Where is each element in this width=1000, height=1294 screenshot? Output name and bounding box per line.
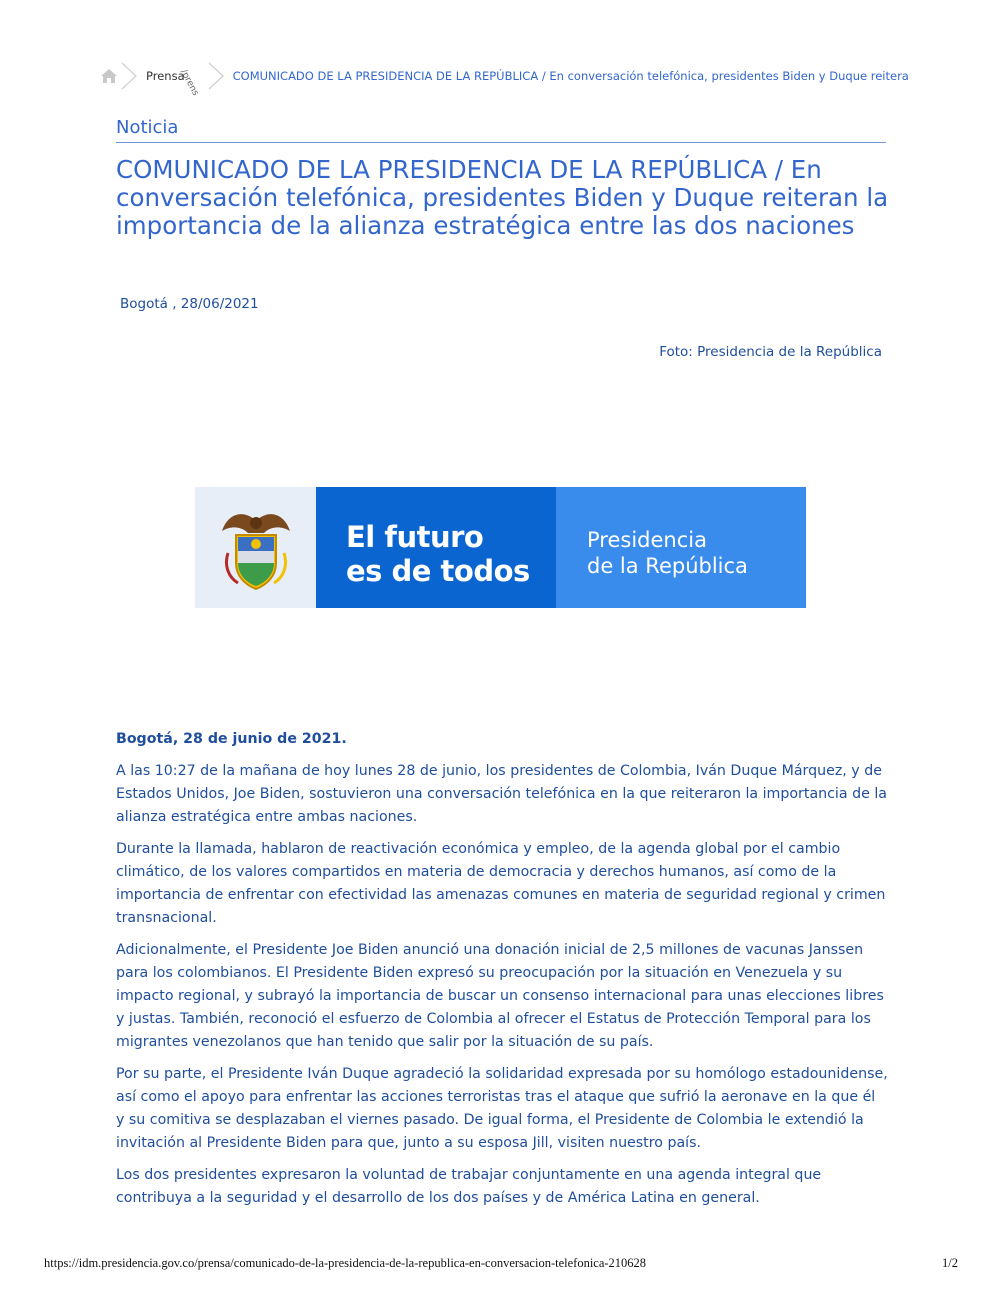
article-dateline: Bogotá , 28/06/2021 (120, 296, 259, 312)
print-url: https://idm.presidencia.gov.co/prensa/comunicado-de-la-presidencia-de-la-republica-en-conversacion-telefonica-210628 (44, 1256, 647, 1270)
coat-of-arms-logo (195, 487, 316, 608)
article-title: COMUNICADO DE LA PRESIDENCIA DE LA REPÚBLICA / En conversación telefónica, presidentes Biden y Duque reiteran la importancia de la alianza estratégica entre las dos naciones (116, 155, 889, 240)
chevron-right-icon (207, 62, 225, 90)
article-paragraph: A las 10:27 de la mañana de hoy lunes 28 de junio, los presidentes de Colombia, Iván Duque Márquez, y de Estados Unidos, Joe Biden, sostuvieron una conversación telefónica en la que reiteraron la importancia de la alianza estratégica entre ambas naciones. (116, 763, 887, 825)
article-banner-image (195, 487, 806, 608)
banner-slogan (316, 487, 556, 608)
article-lead: Bogotá, 28 de junio de 2021. (116, 731, 347, 747)
article-paragraph: Adicionalmente, el Presidente Joe Biden anunció una donación inicial de 2,5 millones de vacunas Janssen para los colombianos. El Presidente Biden expresó su preocupación por la situación en Venezuela y su impacto regional, y subrayó la importancia de buscar un consenso internacional para unas elecciones libres y justas. También, reconoció el esfuerzo de Colombia al ofrecer el Estatus de Protección Temporal para los migrantes venezolanos que han tenido que salir por la situación de su país. (116, 942, 884, 1050)
article-paragraph: Los dos presidentes expresaron la voluntad de trabajar conjuntamente en una agenda integral que contribuya a la seguridad y el desarrollo de los dos países y de América Latina en general. (116, 1167, 822, 1206)
banner-slogan-line2: es de todos (346, 554, 530, 588)
banner-institution (556, 487, 806, 608)
section-label: Noticia (116, 117, 886, 143)
article-paragraph: Por su parte, el Presidente Iván Duque agradeció la solidaridad expresada por su homólogo estadounidense, así como el apoyo para enfrentar las acciones terroristas tras el ataque que sufrió la aeronave en la que él y su comitiva se desplazaban el viernes pasado. De igual forma, el Presidente de Colombia le extendió la invitación al Presidente Biden para que, junto a su esposa Jill, visiten nuestro país. (116, 1066, 888, 1151)
breadcrumb (100, 62, 920, 98)
home-icon[interactable] (100, 67, 118, 85)
banner-slogan-line1: El futuro (346, 520, 484, 554)
article-paragraph: Durante la llamada, hablaron de reactivación económica y empleo, de la agenda global por el cambio climático, de los valores compartidos en materia de democracia y derechos humanos, así como de la importancia de enfrentar con efectividad las amenazas comunes en materia de seguridad regional y crimen transnacional. (116, 841, 886, 926)
photo-credit: Foto: Presidencia de la República (659, 344, 882, 360)
breadcrumb-item-prensa[interactable]: Prensa (146, 69, 185, 83)
article-body (116, 728, 888, 1219)
page-number: 1/2 (942, 1256, 958, 1270)
breadcrumb-slug: /prens (177, 68, 200, 98)
banner-institution-line2: de la República (587, 554, 748, 578)
breadcrumb-item-current[interactable]: COMUNICADO DE LA PRESIDENCIA DE LA REPÚBLICA / En conversación telefónica, presidentes Biden y Duque reitera (232, 69, 909, 83)
banner-institution-line1: Presidencia (587, 528, 707, 552)
chevron-right-icon (120, 62, 138, 90)
